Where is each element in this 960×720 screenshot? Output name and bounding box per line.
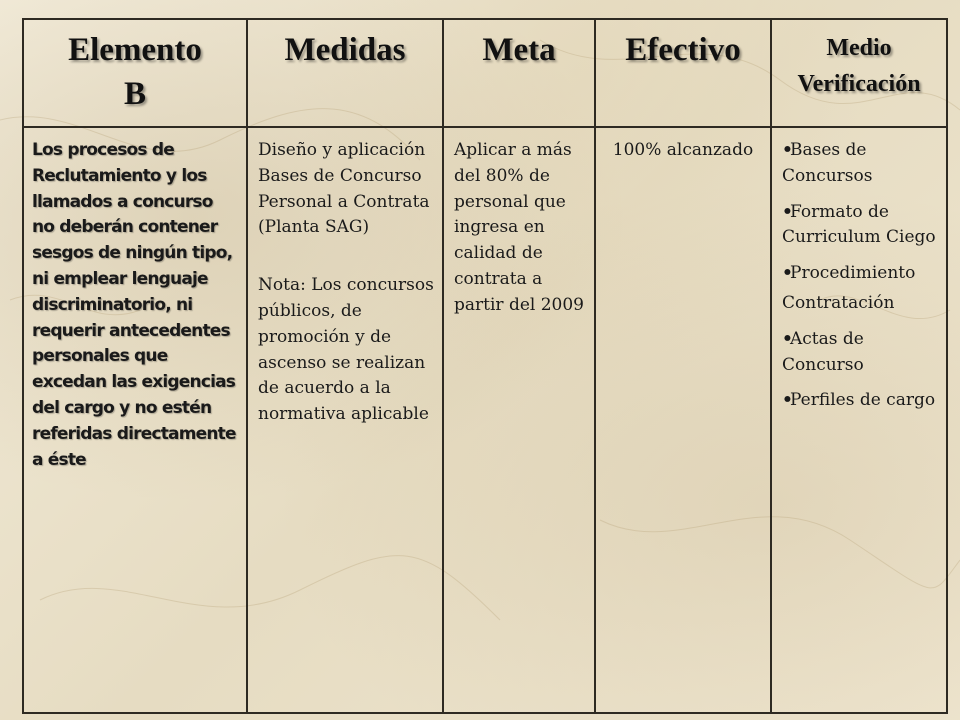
- bullet-icon: •: [782, 140, 793, 160]
- header-meta: [443, 19, 595, 127]
- header-elemento-line1: Elemento: [68, 32, 202, 68]
- verificacion-item-continuation: Contratación: [782, 292, 895, 313]
- meta-text: Aplicar a más del 80% de personal que ingresa en calidad de contrata a partir del 2009: [454, 140, 584, 315]
- header-medio-line1: Medio: [826, 35, 892, 61]
- verificacion-item-label: Actas de Concurso: [782, 328, 864, 375]
- verificacion-item-label: Bases de Concursos: [782, 140, 873, 186]
- header-elemento-line2: B: [123, 76, 146, 112]
- header-elemento: [23, 19, 247, 127]
- verificacion-item-label: Formato de Curriculum Ciego: [782, 201, 936, 248]
- verificacion-list: [772, 128, 946, 414]
- header-meta-label: Meta: [482, 32, 556, 68]
- list-item: [782, 388, 942, 414]
- measures-table: [22, 18, 948, 714]
- header-medio-line2: Verificación: [797, 71, 921, 97]
- header-efectivo: [595, 19, 771, 127]
- bullet-icon: •: [782, 201, 793, 222]
- list-item: [782, 138, 942, 190]
- bullet-icon: •: [782, 328, 793, 349]
- medidas-note: Nota: Los concursos públicos, de promoción y de ascenso se realizan de acuerdo a la normativa aplicable: [258, 275, 434, 425]
- verificacion-item-label: Perfiles de cargo: [790, 390, 936, 411]
- list-item: [782, 261, 942, 317]
- cell-efectivo: [595, 127, 771, 713]
- cell-elemento: [23, 127, 247, 713]
- header-medio-verificacion: [771, 19, 947, 127]
- bullet-icon: •: [782, 390, 793, 411]
- list-item: [782, 327, 942, 379]
- header-efectivo-label: Efectivo: [625, 32, 741, 68]
- efectivo-text: 100% alcanzado: [612, 140, 754, 160]
- header-row: [23, 19, 947, 127]
- cell-medidas: [247, 127, 443, 713]
- header-medidas-label: Medidas: [284, 32, 406, 68]
- elemento-text: Los procesos de Reclutamiento y los llamados a concurso no deberán contener sesgos de ningún tipo, ni emplear lenguaje discriminatorio, ni requerir antecedentes personales que excedan las exigencias del cargo y no estén referidas directamente a éste: [32, 140, 236, 470]
- list-item: [782, 200, 942, 252]
- table-row: [23, 127, 947, 713]
- header-medidas: [247, 19, 443, 127]
- cell-verificacion: [771, 127, 947, 713]
- bullet-icon: •: [782, 263, 793, 284]
- cell-meta: [443, 127, 595, 713]
- medidas-text: Diseño y aplicación Bases de Concurso Personal a Contrata (Planta SAG): [258, 140, 430, 238]
- verificacion-item-label: Procedimiento: [790, 263, 916, 284]
